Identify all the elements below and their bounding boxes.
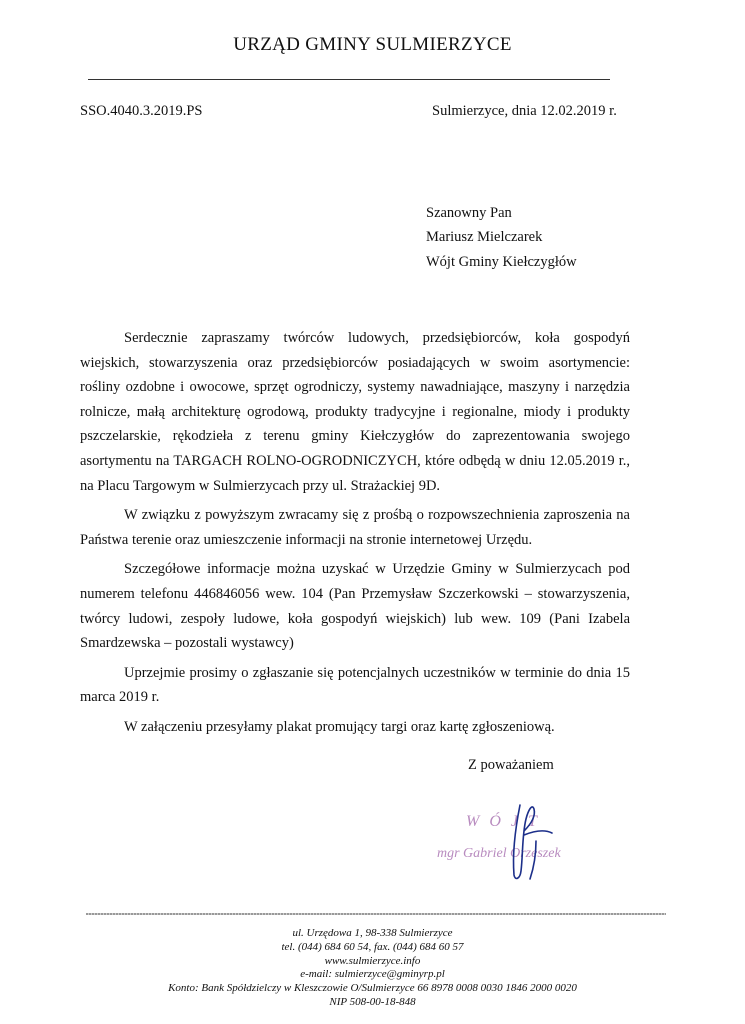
stamp-role: WÓJT <box>466 813 547 830</box>
footer <box>0 927 745 1010</box>
header-divider <box>88 79 610 80</box>
footer-website: www.sulmierzyce.info <box>324 954 421 967</box>
letter-body <box>80 326 630 740</box>
letterhead-title: URZĄD GMINY SULMIERZYCE <box>233 34 512 55</box>
footer-address: ul. Urzędowa 1, 98-338 Sulmierzyce <box>292 927 453 939</box>
footer-phone: tel. (044) 684 60 54, fax. (044) 684 60 57 <box>281 940 464 953</box>
footer-email: e-mail: sulmierzyce@gminyrp.pl <box>300 968 445 981</box>
recipient-salutation: Szanowny Pan <box>426 205 512 221</box>
place-and-date: Sulmierzyce, dnia 12.02.2019 r. <box>432 103 617 119</box>
closing-phrase: Z poważaniem <box>468 757 554 773</box>
body-paragraph-attachment: W załączeniu przesyłamy plakat promujący targi oraz kartę zgłoszeniową. <box>124 718 555 735</box>
recipient-position: Wójt Gminy Kiełczygłów <box>426 254 577 270</box>
stamp-name: mgr Gabriel Orzeszek <box>437 846 561 861</box>
reference-number: SSO.4040.3.2019.PS <box>80 103 203 119</box>
recipient-name: Mariusz Mielczarek <box>426 229 543 245</box>
footer-bank: Konto: Bank Spółdzielczy w Kleszczowie O/Sulmierzyce 66 8978 0008 0030 1846 2000 0020 <box>168 982 577 995</box>
handwritten-signature <box>490 795 560 885</box>
footer-nip: NIP 508-00-18-848 <box>329 995 416 1008</box>
body-paragraph-request: W związku z powyższym zwracamy się z prośbą o rozpowszechnienia zaproszenia na Państwa terenie oraz umieszczenie informacji na stronie internetowej Urzędu. <box>80 507 630 548</box>
body-paragraph-deadline: Uprzejmie prosimy o zgłaszanie się potencjalnych uczestników w terminie do dnia 15 marca 2019 r. <box>80 664 630 706</box>
footer-divider <box>86 913 666 915</box>
body-paragraph-contact: Szczegółowe informacje można uzyskać w Urzędzie Gminy w Sulmierzycach pod numerem telefonu 446846056 wew. 104 (Pan Przemysław Szczerkowski – stowarzyszenia, twórcy ludowi, zespoły ludowe, koła gospodyń wiejskich) lub wew. 109 (Pani Izabela Smardzewska – pozostali wystawcy) <box>80 561 630 652</box>
body-paragraph-invitation: Serdecznie zapraszamy twórców ludowych, przedsiębiorców, koła gospodyń wiejskich, stowarzyszenia oraz przedsiębiorców posiadających w swoim asortymencie: rośliny ozdobne i owocowe, sprzęt ogrodniczy, systemy nawadniające, maszyny i narzędzia rolnicze, małą architekturę ogrodową, produkty tradycyjne i regionalne, miody i produkty pszczelarskie, rękodzieła z terenu gminy Kiełczygłów do zaprezentowania swojego asortymentu na TARGACH ROLNO-OGRODNICZYCH, które odbędą w dniu 12.05.2019 r., na Placu Targowym w Sulmierzycach przy ul. Strażackiej 9D. <box>80 330 630 494</box>
